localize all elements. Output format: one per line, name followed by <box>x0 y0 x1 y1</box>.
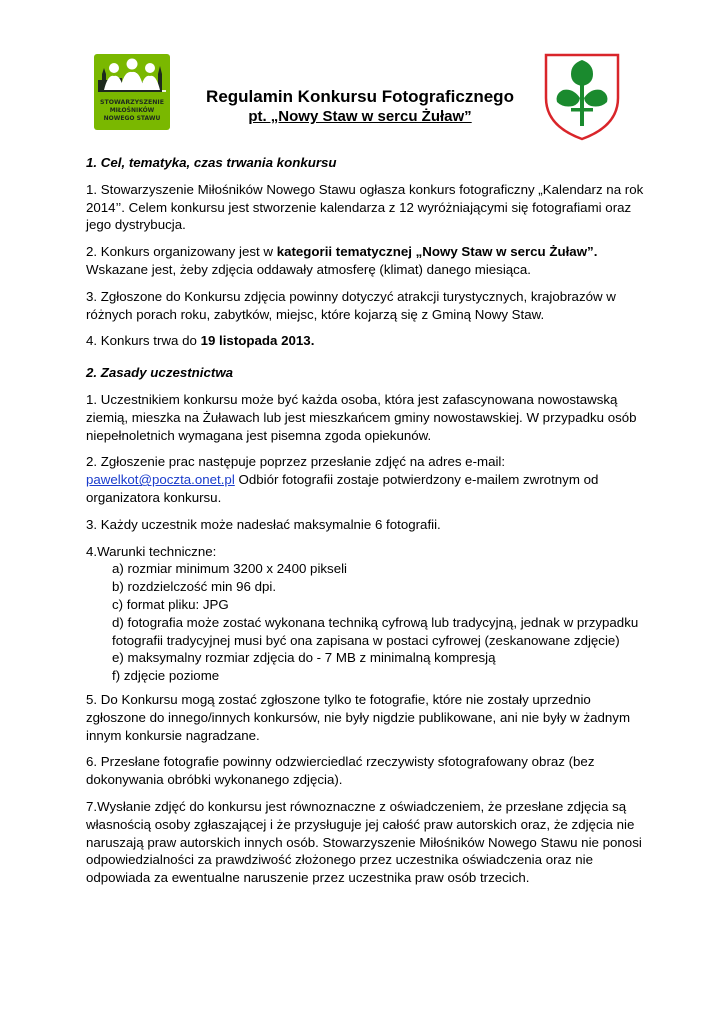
document-body <box>86 154 646 896</box>
section-1-paragraph-1: 1. Stowarzyszenie Miłośników Nowego Stawu ogłasza konkurs fotograficzny „Kalendarz na rok 2014’’. Celem konkursu jest stworzenie kalendarza z 12 wyróżniającymi się fotografiami oraz jego dystrybucja. <box>86 181 644 233</box>
email-link[interactable]: pawelkot@poczta.onet.pl <box>86 472 235 488</box>
list-item: a) rozmiar minimum 3200 x 2400 pikseli <box>112 561 348 577</box>
technical-requirements-list <box>86 560 646 685</box>
section-2-paragraph-2 <box>86 453 646 506</box>
coat-of-arms-graphic <box>543 52 621 142</box>
coat-of-arms <box>543 52 621 142</box>
page-title: Regulamin Konkursu Fotograficznego <box>206 87 514 106</box>
list-item: d) fotografia może zostać wykonana techniką cyfrową lub tradycyjną, jednak w przypadku fotografii tradycyjnej musi być ona zapisana w postaci cyfrowej (zeskanowane zdjęcie) <box>112 614 639 648</box>
section-1-heading: 1. Cel, tematyka, czas trwania konkursu <box>86 155 337 170</box>
title-block <box>180 87 540 127</box>
logo-line-2: MIŁOŚNIKÓW <box>109 107 155 114</box>
section-1-paragraph-4 <box>86 332 646 350</box>
list-item: c) format pliku: JPG <box>112 596 229 612</box>
section-2-paragraph-5: 5. Do Konkursu mogą zostać zgłoszone tylko te fotografie, które nie zostały uprzednio zgłoszone do innego/innych konkursów, nie były nigdzie publikowane, ani nie były w żadnym innym konkursie nagradzane. <box>86 691 631 743</box>
section-1-p2-bold: kategorii tematycznej „Nowy Staw w sercu Żuław”. <box>276 244 598 260</box>
section-1-paragraph-2 <box>86 243 646 279</box>
section-2-heading: 2. Zasady uczestnictwa <box>86 365 234 381</box>
section-1-p2-text: 2. Konkurs organizowany jest w <box>86 244 277 260</box>
section-1-paragraph-3: 3. Zgłoszone do Konkursu zdjęcia powinny dotyczyć atrakcji turystycznych, krajobrazów w różnych porach roku, zabytków, miejsc, które kojarzą się z Gminą Nowy Staw. <box>86 288 616 322</box>
section-2-paragraph-6: 6. Przesłane fotografie powinny odzwierciedlać rzeczywisty sfotografowany obraz (bez dokonywania obróbki wykonanego zdjęcia). <box>86 754 595 788</box>
section-2-paragraph-4: 4.Warunki techniczne: <box>86 543 217 559</box>
stowarzyszenie-logo-graphic <box>94 54 170 130</box>
section-2-paragraph-7: 7.Wysłanie zdjęć do konkursu jest równoznaczne z oświadczeniem, że przesłane zdjęcia są własnością osoby zgłaszającej i że przysługuje jej całość praw autorskich oraz, że zdjęcia nie naruszają praw autorskich innych osób. Stowarzyszenie Miłośników Nowego Stawu nie ponosi odpowiedzialności za prawdziwość złożonego przez uczestnika oświadczenia oraz nie odpowiada za ewentualne naruszenie przez uczestnika praw osób trzecich. <box>86 798 642 886</box>
section-1-p2-rest: Wskazane jest, żeby zdjęcia oddawały atmosferę (klimat) danego miesiąca. <box>86 261 531 277</box>
logo-line-1: STOWARZYSZENIE <box>100 99 164 106</box>
list-item: e) maksymalny rozmiar zdjęcia do - 7 MB z minimalną kompresją <box>112 650 496 666</box>
section-2-p2-text: 2. Zgłoszenie prac następuje poprzez przesłanie zdjęć na adres e-mail: <box>86 454 506 470</box>
list-item: b) rozdzielczość min 96 dpi. <box>112 579 277 595</box>
section-1-p4-date: 19 listopada 2013. <box>200 333 315 349</box>
logo-line-3: NOWEGO STAWU <box>103 115 161 122</box>
list-item: f) zdjęcie poziome <box>112 668 220 684</box>
section-2-paragraph-1: 1. Uczestnikiem konkursu może być każda osoba, która jest zafascynowana nowostawską ziemią, mieszka na Żuławach lub jest mieszkańcem gminy nowostawskiej. W przypadku osób niepełnoletnich wymagana jest pisemna zgoda opiekunów. <box>86 391 637 443</box>
section-2-paragraph-3: 3. Każdy uczestnik może nadesłać maksymalnie 6 fotografii. <box>86 516 441 532</box>
stowarzyszenie-logo <box>94 54 170 130</box>
page-subtitle: pt. „Nowy Staw w sercu Żuław” <box>248 108 472 125</box>
section-1-p4-text: 4. Konkurs trwa do <box>86 333 201 349</box>
section-2-p2-rest: Odbiór fotografii zostaje potwierdzony e-mailem zwrotnym od organizatora konkursu. <box>86 472 599 505</box>
